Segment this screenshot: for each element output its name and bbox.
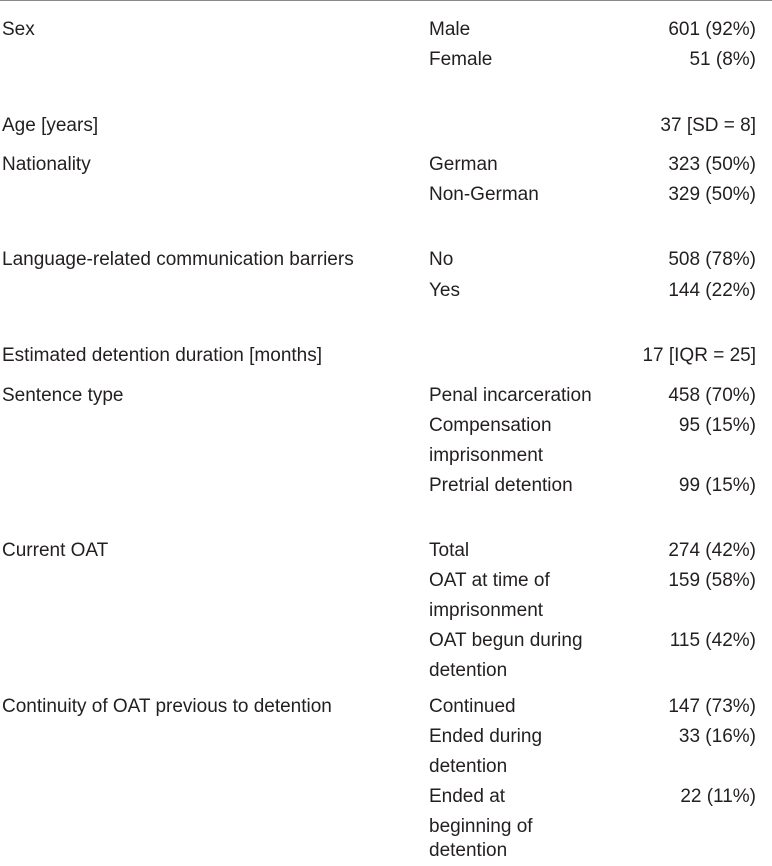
value-cell: 601 (92%) <box>668 19 756 40</box>
value-cell: 508 (78%) <box>668 249 756 270</box>
category-label: imprisonment <box>429 445 544 466</box>
value-cell: 147 (73%) <box>668 696 756 717</box>
category-label: Penal incarceration <box>429 385 592 406</box>
value-cell: 115 (42%) <box>669 630 756 651</box>
value-cell: 159 (58%) <box>668 570 756 591</box>
value-cell: 329 (50%) <box>668 184 756 205</box>
value-cell: 99 (15%) <box>678 475 756 496</box>
table-row <box>0 692 772 722</box>
category-label: OAT at time of <box>429 570 550 591</box>
value-cell: 144 (22%) <box>668 280 756 301</box>
category-label: detention <box>429 840 508 861</box>
category-label: Compensation <box>429 415 552 436</box>
table-row <box>0 180 772 210</box>
category-label: Ended at <box>429 786 506 807</box>
category-label: Pretrial detention <box>429 475 573 496</box>
table-row <box>0 566 772 596</box>
variable-label: Current OAT <box>2 540 109 561</box>
table-row <box>0 722 772 752</box>
variable-label: Estimated detention duration [months] <box>2 345 323 366</box>
value-cell: 323 (50%) <box>668 154 756 175</box>
table-row <box>0 341 772 371</box>
category-label: detention <box>429 756 508 777</box>
variable-label: Nationality <box>2 154 91 175</box>
category-label: Male <box>429 19 471 40</box>
variable-label: Continuity of OAT previous to detention <box>2 696 332 717</box>
table-row <box>0 276 772 306</box>
category-label: detention <box>429 660 508 681</box>
category-label: Yes <box>429 280 460 301</box>
variable-label: Sentence type <box>2 385 124 406</box>
category-label: Non-German <box>429 184 539 205</box>
table-row <box>0 782 772 812</box>
value-cell: 274 (42%) <box>668 540 756 561</box>
value-cell: 37 [SD = 8] <box>660 115 756 136</box>
value-cell: 17 [IQR = 25] <box>642 345 756 366</box>
value-cell: 33 (16%) <box>678 726 756 747</box>
variable-label: Language-related communication barriers <box>2 249 354 270</box>
category-label: Ended during <box>429 726 543 747</box>
category-label: No <box>429 249 454 270</box>
category-label: OAT begun during <box>429 630 583 651</box>
value-cell: 95 (15%) <box>678 415 756 436</box>
category-label: German <box>429 154 498 175</box>
category-label: Total <box>429 540 470 561</box>
variable-label: Sex <box>2 19 35 40</box>
category-label: beginning of <box>429 816 533 837</box>
table-row <box>0 471 772 501</box>
table-row <box>0 111 772 141</box>
table-row <box>0 15 772 45</box>
value-cell: 51 (8%) <box>689 49 756 70</box>
category-label: Female <box>429 49 493 70</box>
table-row <box>0 150 772 180</box>
table-row <box>0 752 772 782</box>
table-row <box>0 45 772 75</box>
table-row <box>0 536 772 566</box>
category-label: Continued <box>429 696 516 717</box>
category-label: imprisonment <box>429 600 544 621</box>
table-row <box>0 596 772 626</box>
table-row <box>0 441 772 471</box>
value-cell: 458 (70%) <box>668 385 756 406</box>
value-cell: 22 (11%) <box>680 786 756 807</box>
table-row <box>0 411 772 441</box>
variable-label: Age [years] <box>2 115 99 136</box>
table-row <box>0 836 772 866</box>
table-row <box>0 626 772 656</box>
table-row <box>0 381 772 411</box>
table-row <box>0 656 772 686</box>
table-row <box>0 245 772 275</box>
